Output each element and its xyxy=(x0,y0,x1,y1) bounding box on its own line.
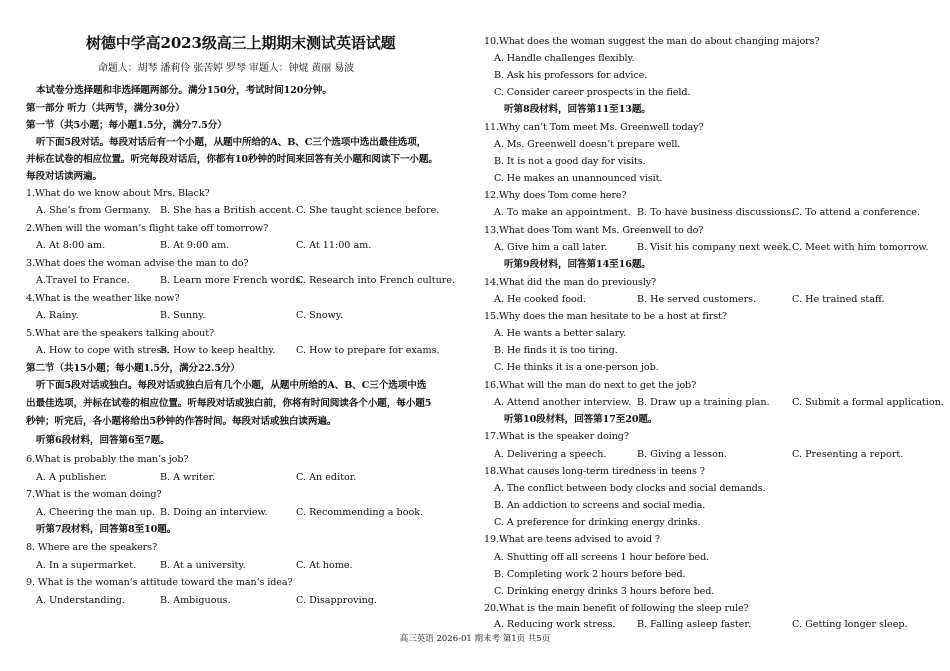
question-option: B. Learn more French words. xyxy=(160,275,304,286)
section2-heading: 第二节（共15小题；每小题1.5分，满分22.5分） xyxy=(26,363,240,374)
question-stem: 1.What do we know about Mrs. Black? xyxy=(26,188,210,199)
question-option: C. A preference for drinking energy drinks. xyxy=(494,517,701,528)
question-option: A. Shutting off all screens 1 hour before bed. xyxy=(494,552,710,563)
question-stem: 5.What are the speakers talking about? xyxy=(26,328,215,339)
question-option: B. Ask his professors for advice. xyxy=(494,70,648,81)
material-note: 听第7段材料，回答第8至10题。 xyxy=(36,524,177,535)
question-stem: 6.What is probably the man’s job? xyxy=(26,454,189,465)
question-option: A. At 8:00 am. xyxy=(36,240,106,251)
section2-desc-1: 听下面5段对话或独白。每段对话或独白后有几个小题，从题中所给的A、B、C三个选项中选 xyxy=(36,380,427,391)
question-option: C. How to prepare for exams. xyxy=(296,345,440,356)
question-stem: 13.What does Tom want Ms. Greenwell to do? xyxy=(484,225,704,236)
part1-heading: 第一部分 听力（共两节，满分30分） xyxy=(26,103,185,114)
question-option: C. Recommending a book. xyxy=(296,507,424,518)
question-stem: 18.What causes long-term tiredness in teens ? xyxy=(484,466,705,477)
question-option: A. Ms. Greenwell doesn’t prepare well. xyxy=(494,139,681,150)
question-stem: 7.What is the woman doing? xyxy=(26,489,162,500)
question-option: A. In a supermarket. xyxy=(36,560,137,571)
question-option: A. Attend another interview. xyxy=(494,397,632,408)
question-option: B. It is not a good day for visits. xyxy=(494,156,646,167)
question-option: B. How to keep healthy. xyxy=(160,345,276,356)
material-note: 听第9段材料，回答第14至16题。 xyxy=(504,259,651,270)
question-option: A. Rainy. xyxy=(36,310,79,321)
question-option: C. Consider career prospects in the field. xyxy=(494,87,691,98)
question-option: B. Sunny. xyxy=(160,310,206,321)
question-option: C. Meet with him tomorrow. xyxy=(792,242,929,253)
section1-desc-2: 并标在试卷的相应位置。听完每段对话后，你都有10秒钟的时间来回答有关小题和阅读下一小题。 xyxy=(26,154,438,165)
section1-heading: 第一节（共5小题；每小题1.5分，满分7.5分） xyxy=(26,120,227,131)
question-option: C. Getting longer sleep. xyxy=(792,619,908,630)
exam-byline: 命题人：胡琴 潘莉伶 张苦婷 罗琴 审题人：钟焜 黄丽 易波 xyxy=(98,63,355,74)
question-option: C. Submit a formal application. xyxy=(792,397,944,408)
question-option: B. Ambiguous. xyxy=(160,595,231,606)
question-option: C. Snowy. xyxy=(296,310,344,321)
question-option: B. Draw up a training plan. xyxy=(637,397,770,408)
question-option: B. Completing work 2 hours before bed. xyxy=(494,569,686,580)
question-stem: 3.What does the woman advise the man to do? xyxy=(26,258,249,269)
question-option: A. Understanding. xyxy=(36,595,125,606)
question-option: B. At 9:00 am. xyxy=(160,240,230,251)
question-option: C. Research into French culture. xyxy=(296,275,456,286)
question-option: C. He trained staff. xyxy=(792,294,885,305)
question-option: C. He thinks it is a one-person job. xyxy=(494,362,659,373)
question-stem: 16.What will the man do next to get the job? xyxy=(484,380,697,391)
question-option: B. Visit his company next week. xyxy=(637,242,792,253)
question-option: C. To attend a conference. xyxy=(792,207,920,218)
section1-desc-1: 听下面5段对话。每段对话后有一个小题，从题中所给的A、B、C三个选项中选出最佳选项， xyxy=(36,137,427,148)
exam-intro: 本试卷分选择题和非选择题两部分。满分150分，考试时间120分钟。 xyxy=(36,85,332,96)
question-option: C. Disapproving. xyxy=(296,595,378,606)
question-option: A. Give him a call later. xyxy=(494,242,608,253)
question-option: A.Travel to France. xyxy=(36,275,130,286)
question-option: C. Presenting a report. xyxy=(792,449,904,460)
section2-desc-3: 秒钟；听完后，各小题将给出5秒钟的作答时间。每段对话或独白读两遍。 xyxy=(26,416,337,427)
question-option: B. Doing an interview. xyxy=(160,507,268,518)
question-stem: 9. What is the woman’s attitude toward the man’s idea? xyxy=(26,577,293,588)
question-option: A. He cooked food. xyxy=(494,294,587,305)
question-option: C. At home. xyxy=(296,560,353,571)
question-option: A. Handle challenges flexibly. xyxy=(494,53,635,64)
question-option: A. Reducing work stress. xyxy=(494,619,616,630)
section1-desc-3: 每段对话读两遍。 xyxy=(26,171,102,182)
question-option: C. He makes an unannounced visit. xyxy=(494,173,663,184)
question-option: B. She has a British accent. xyxy=(160,205,295,216)
question-option: B. He finds it is too tiring. xyxy=(494,345,618,356)
question-option: B. Giving a lesson. xyxy=(637,449,728,460)
question-option: C. At 11:00 am. xyxy=(296,240,372,251)
question-option: B. An addiction to screens and social media. xyxy=(494,500,706,511)
question-option: B. Falling asleep faster. xyxy=(637,619,752,630)
question-stem: 10.What does the woman suggest the man do about changing majors? xyxy=(484,36,820,47)
section2-desc-2: 出最佳选项，并标在试卷的相应位置。听每段对话或独白前，你将有时间阅读各个小题，每小题5 xyxy=(26,398,432,409)
question-option: A. How to cope with stress. xyxy=(36,345,170,356)
material-note: 听第10段材料，回答第17至20题。 xyxy=(504,414,658,425)
question-option: C. Drinking energy drinks 3 hours before bed. xyxy=(494,586,715,597)
question-option: B. To have business discussions. xyxy=(637,207,795,218)
question-stem: 17.What is the speaker doing? xyxy=(484,431,629,442)
question-option: A. Cheering the man up. xyxy=(36,507,156,518)
question-stem: 19.What are teens advised to avoid ? xyxy=(484,534,660,545)
material-note: 听第6段材料，回答第6至7题。 xyxy=(36,435,170,446)
question-option: B. A writer. xyxy=(160,472,216,483)
question-option: A. He wants a better salary. xyxy=(494,328,627,339)
question-option: C. An editor. xyxy=(296,472,357,483)
question-stem: 15.Why does the man hesitate to be a host at first? xyxy=(484,311,727,322)
question-option: A. A publisher. xyxy=(36,472,107,483)
question-stem: 12.Why does Tom come here? xyxy=(484,190,627,201)
question-stem: 2.When will the woman’s flight take off tomorrow? xyxy=(26,223,269,234)
page-footer: 高三英语 2026-01 期末考 第1页 共5页 xyxy=(399,634,551,644)
question-stem: 11.Why can’t Tom meet Ms. Greenwell today? xyxy=(484,122,704,133)
question-stem: 4.What is the weather like now? xyxy=(26,293,180,304)
question-stem: 14.What did the man do previously? xyxy=(484,277,657,288)
question-option: A. She’s from Germany. xyxy=(36,205,151,216)
question-stem: 20.What is the main benefit of following the sleep rule? xyxy=(484,603,749,614)
exam-title: 树德中学高2023级高三上期期末测试英语试题 xyxy=(86,34,396,52)
question-option: A. To make an appointment. xyxy=(494,207,631,218)
question-option: A. Delivering a speech. xyxy=(494,449,607,460)
material-note: 听第8段材料，回答第11至13题。 xyxy=(504,104,651,115)
question-option: B. He served customers. xyxy=(637,294,757,305)
question-stem: 8. Where are the speakers? xyxy=(26,542,158,553)
question-option: C. She taught science before. xyxy=(296,205,440,216)
question-option: A. The conflict between body clocks and social demands. xyxy=(494,483,766,494)
question-option: B. At a university. xyxy=(160,560,246,571)
